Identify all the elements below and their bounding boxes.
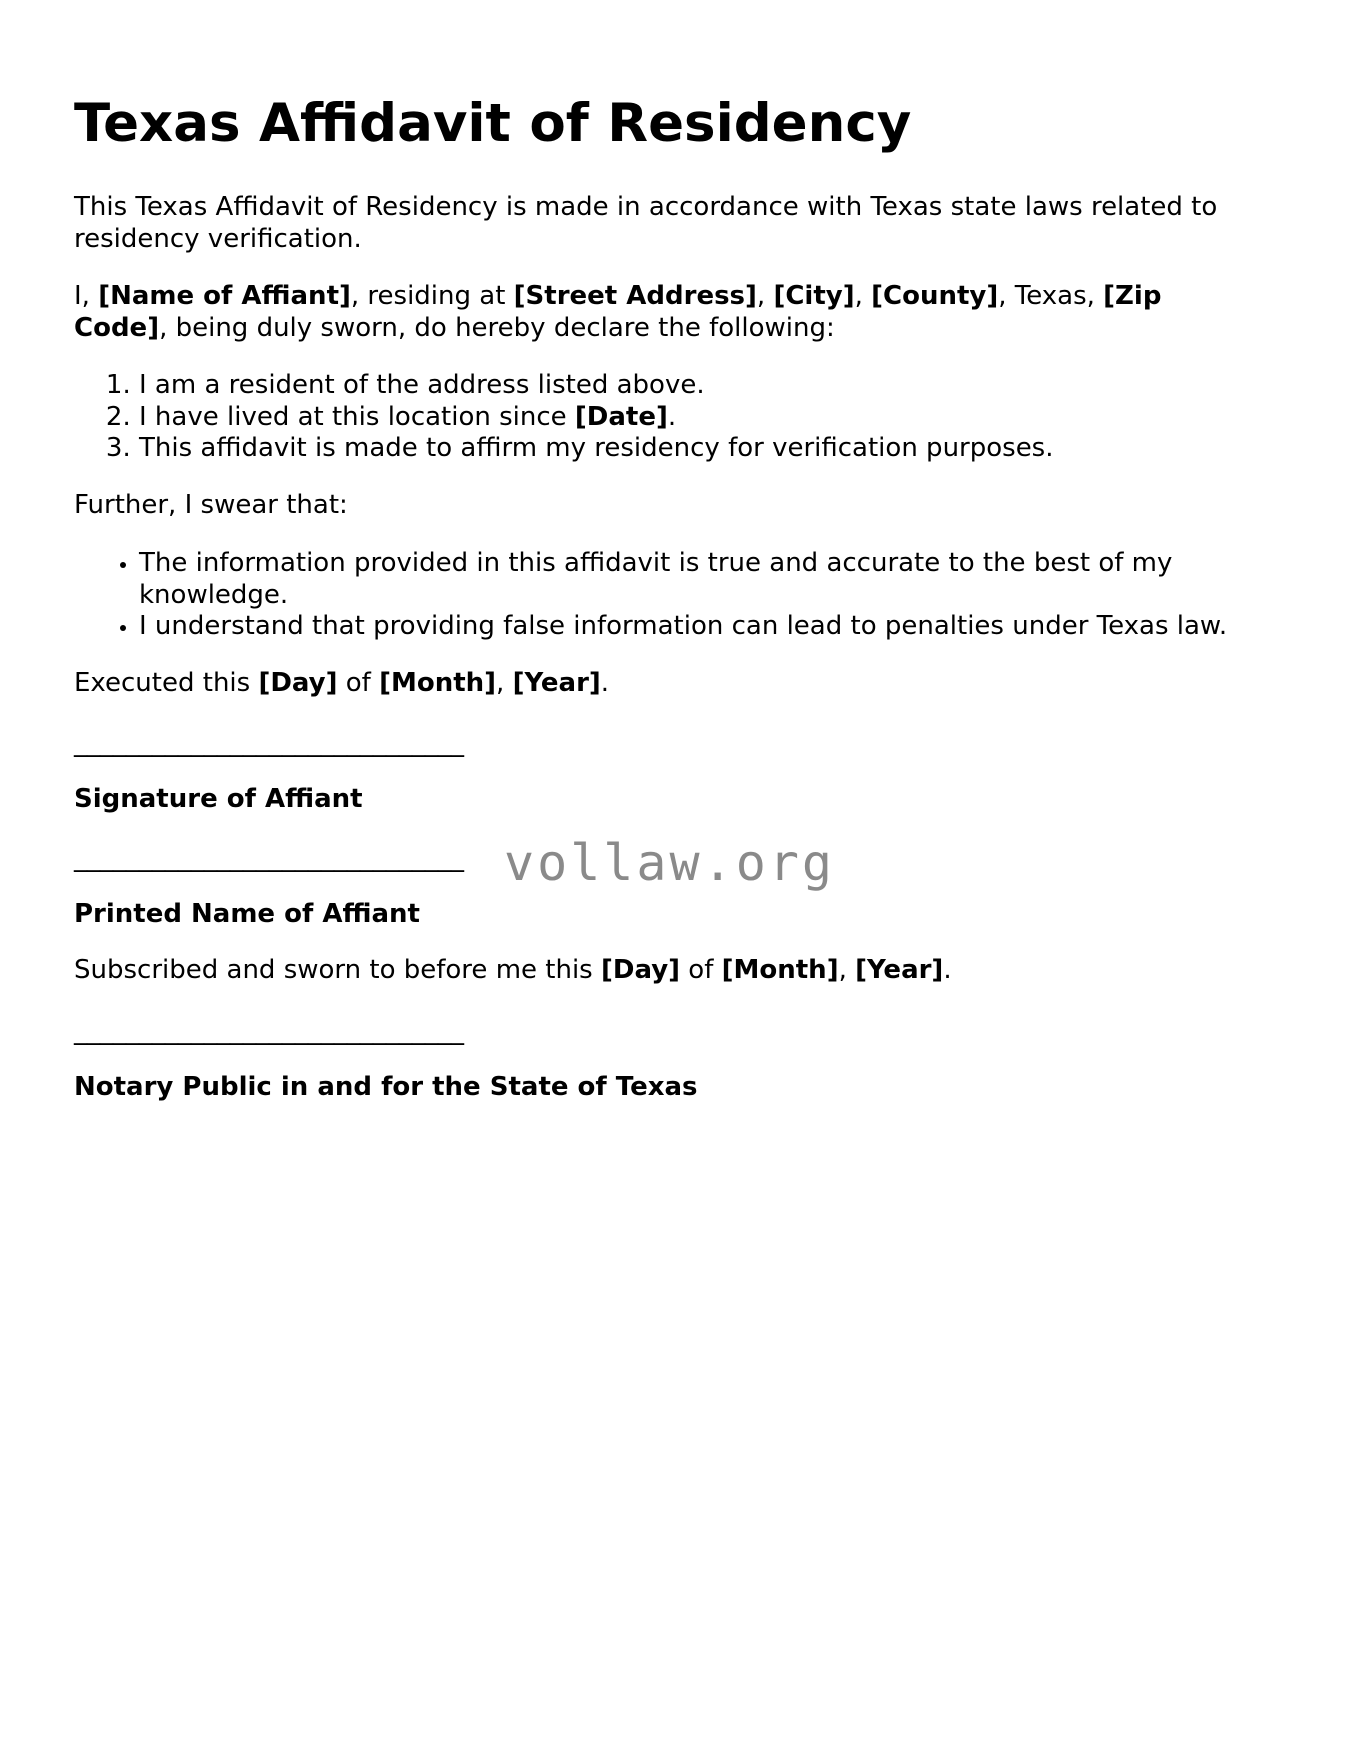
month-placeholder: [Month] — [721, 955, 839, 985]
state-text: , Texas, — [998, 281, 1104, 311]
document-title: Texas Affidavit of Residency — [74, 93, 912, 154]
notary-line: ______________________________ — [74, 1016, 464, 1046]
fact-text: I have lived at this location since — [139, 401, 575, 432]
affiant-name-placeholder: [Name of Affiant] — [98, 281, 351, 311]
separator: , — [854, 281, 872, 311]
sworn-statements-list — [74, 548, 1319, 643]
month-placeholder: [Month] — [379, 668, 497, 698]
list-item — [139, 433, 1239, 465]
executed-text: . — [600, 668, 610, 698]
street-address-placeholder: [Street Address] — [513, 281, 757, 311]
fact-text: I am a resident of the address listed above. — [139, 370, 705, 400]
year-placeholder: [Year] — [855, 955, 944, 985]
date-placeholder: [Date] — [574, 401, 668, 432]
subscribed-paragraph — [74, 955, 952, 987]
declaration-tail: , being duly sworn, do hereby declare the following: — [159, 312, 835, 343]
list-item: • I understand that providing false information can lead to penalties under Texas law. — [139, 611, 1319, 643]
subscribed-text: . — [943, 955, 952, 985]
signature-line: ______________________________ — [74, 728, 464, 758]
watermark: vollaw.org — [504, 834, 836, 892]
executed-paragraph — [74, 668, 609, 700]
signature-label: Signature of Affiant — [74, 784, 363, 814]
declaration-residing-text: , residing at — [350, 281, 514, 311]
executed-text: Executed this — [74, 668, 259, 698]
subscribed-text: Subscribed and sworn to before me this — [74, 955, 601, 985]
subscribed-text: of — [680, 955, 722, 985]
separator: , — [756, 281, 774, 311]
executed-text: of — [337, 668, 380, 698]
day-placeholder: [Day] — [258, 668, 338, 698]
city-placeholder: [City] — [773, 281, 855, 311]
year-placeholder: [Year] — [512, 668, 601, 698]
fact-text: This affidavit is made to affirm my residency for verification purposes. — [139, 433, 1054, 463]
declaration-paragraph — [74, 281, 1254, 344]
fact-text: . — [667, 401, 677, 432]
list-item — [139, 370, 1239, 402]
facts-list — [74, 370, 1239, 465]
declaration-lead: I, — [74, 281, 99, 311]
separator: , — [496, 668, 513, 698]
printed-name-label: Printed Name of Affiant — [74, 899, 420, 929]
county-placeholder: [County] — [871, 281, 999, 311]
list-item: • The information provided in this affidavit is true and accurate to the best of my knowledge. — [139, 548, 1319, 611]
intro-paragraph: This Texas Affidavit of Residency is made in accordance with Texas state laws related to residency verification. — [74, 192, 1218, 254]
printed-name-line: ______________________________ — [74, 843, 464, 873]
separator: , — [838, 955, 856, 985]
notary-label: Notary Public in and for the State of Texas — [74, 1072, 698, 1102]
further-paragraph: Further, I swear that: — [74, 490, 348, 520]
zip-code-placeholder: [Zip Code] — [74, 281, 1162, 343]
list-item — [139, 402, 1239, 434]
day-placeholder: [Day] — [600, 955, 681, 985]
